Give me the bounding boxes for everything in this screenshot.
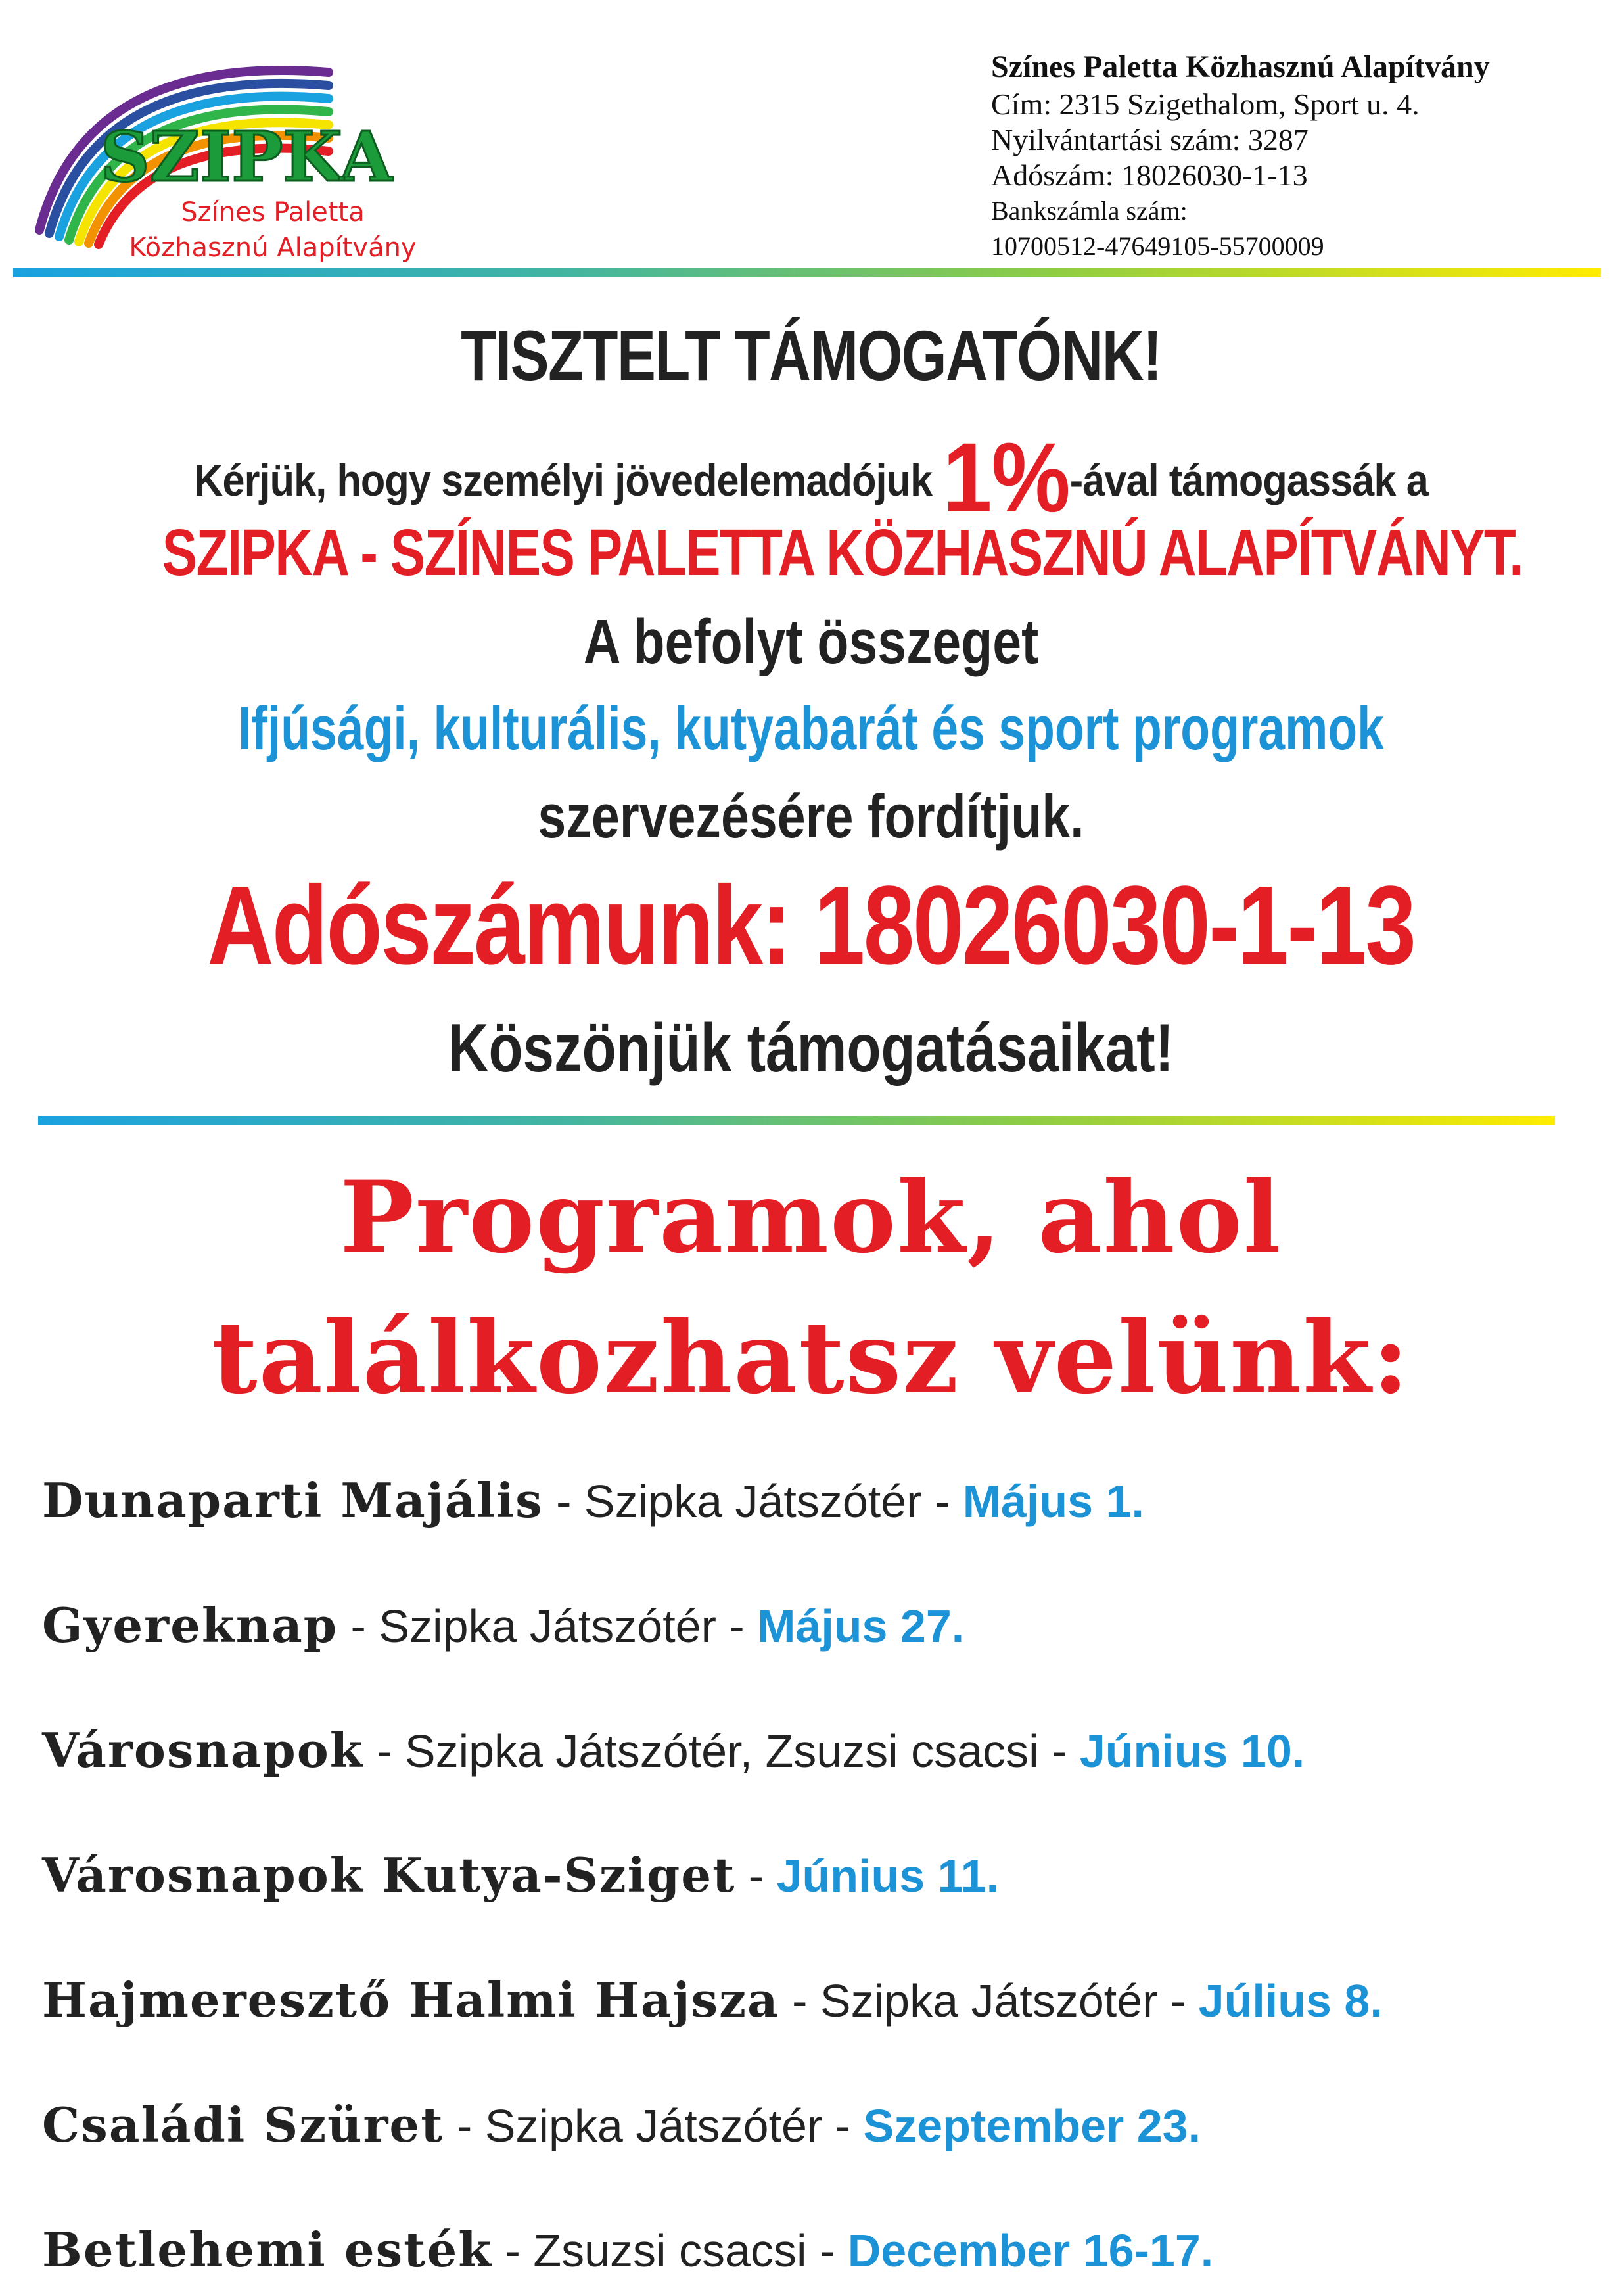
event-name: Betlehemi esték: [42, 2222, 493, 2278]
request-before: Kérjük, hogy személyi jövedelemadójuk: [194, 456, 943, 505]
event-location: Zsuzsi csacsi: [533, 2225, 807, 2276]
purpose-line-1: A befolyt összeget: [583, 607, 1039, 677]
event-date: December 16-17.: [847, 2225, 1214, 2276]
foundation-name: SZIPKA - SZÍNES PALETTA KÖZHASZNÚ ALAPÍTVÁNYT.: [162, 516, 1523, 590]
logo-line1: Színes Paletta: [181, 197, 365, 227]
event-name: Családi Szüret: [42, 2097, 444, 2153]
event-date: Május 1.: [962, 1476, 1144, 1527]
logo-name: SZIPKA: [100, 116, 393, 197]
event-item: Dunaparti Majális - Szipka Játszótér - Május 1.: [42, 1472, 1144, 1528]
org-registry: Nyilvántartási szám: 3287: [991, 123, 1309, 156]
event-date: Május 27.: [757, 1601, 965, 1652]
event-location: Szipka Játszótér: [820, 1975, 1158, 2027]
event-location: Szipka Játszótér: [379, 1601, 716, 1652]
event-location: Szipka Játszótér, Zsuzsi csacsi: [404, 1725, 1039, 1777]
event-name: Hajmeresztő Halmi Hajsza: [42, 1972, 779, 2028]
event-item: Hajmeresztő Halmi Hajsza - Szipka Játszótér - Július 8.: [42, 1972, 1383, 2028]
event-date: Július 8.: [1198, 1975, 1383, 2027]
logo-line2: Közhasznú Alapítvány: [129, 233, 417, 263]
programs-title: [0, 1147, 1622, 1428]
purpose-line-2: Ifjúsági, kulturális, kutyabarát és sport programok: [238, 693, 1384, 762]
event-item: Városnapok - Szipka Játszótér, Zsuzsi csacsi - Június 10.: [42, 1722, 1305, 1778]
purpose-line-3: szervezésére fordítjuk.: [538, 782, 1084, 851]
event-name: Gyereknap: [42, 1597, 338, 1653]
org-bank-label: Bankszámla szám:: [991, 196, 1188, 225]
gradient-divider-middle: [38, 1116, 1555, 1125]
event-name: Városnapok: [42, 1722, 364, 1778]
percent-value: 1%: [942, 422, 1070, 532]
event-location: Szipka Játszótér: [484, 2100, 823, 2151]
event-name: Városnapok Kutya-Sziget: [42, 1847, 736, 1903]
org-name: Színes Paletta Közhasznú Alapítvány: [991, 49, 1490, 84]
event-item: Gyereknap - Szipka Játszótér - Május 27.: [42, 1597, 965, 1653]
event-item: Városnapok Kutya-Sziget - Június 11.: [42, 1847, 1000, 1903]
szipka-logo: [13, 33, 421, 269]
org-address: Cím: 2315 Szigethalom, Sport u. 4.: [991, 87, 1420, 121]
gradient-divider-top: [13, 268, 1601, 277]
org-tax: Adószám: 18026030-1-13: [991, 158, 1308, 192]
org-bank-number: 10700512-47649105-55700009: [991, 231, 1324, 261]
programs-title-line-2: találkozhatsz velünk:: [212, 1300, 1410, 1416]
tax-number: Adószámunk: 18026030-1-13: [207, 863, 1415, 988]
event-item: Betlehemi esték - Zsuzsi csacsi - December 16-17.: [42, 2222, 1214, 2278]
event-date: Június 11.: [776, 1850, 1000, 1902]
programs-title-line-1: Programok, ahol: [340, 1160, 1282, 1275]
thanks: Köszönjük támogatásaikat!: [448, 1010, 1174, 1087]
event-location: Szipka Játszótér: [584, 1476, 922, 1527]
event-date: Június 10.: [1079, 1725, 1305, 1777]
event-item: Családi Szüret - Szipka Játszótér - Szeptember 23.: [42, 2097, 1201, 2153]
request-after: -ával támogassák a: [1069, 456, 1428, 505]
org-info: [991, 47, 1609, 264]
event-date: Szeptember 23.: [863, 2100, 1201, 2151]
event-name: Dunaparti Majális: [42, 1472, 544, 1528]
greeting: TISZTELT TÁMOGATÓNK!: [461, 316, 1161, 395]
